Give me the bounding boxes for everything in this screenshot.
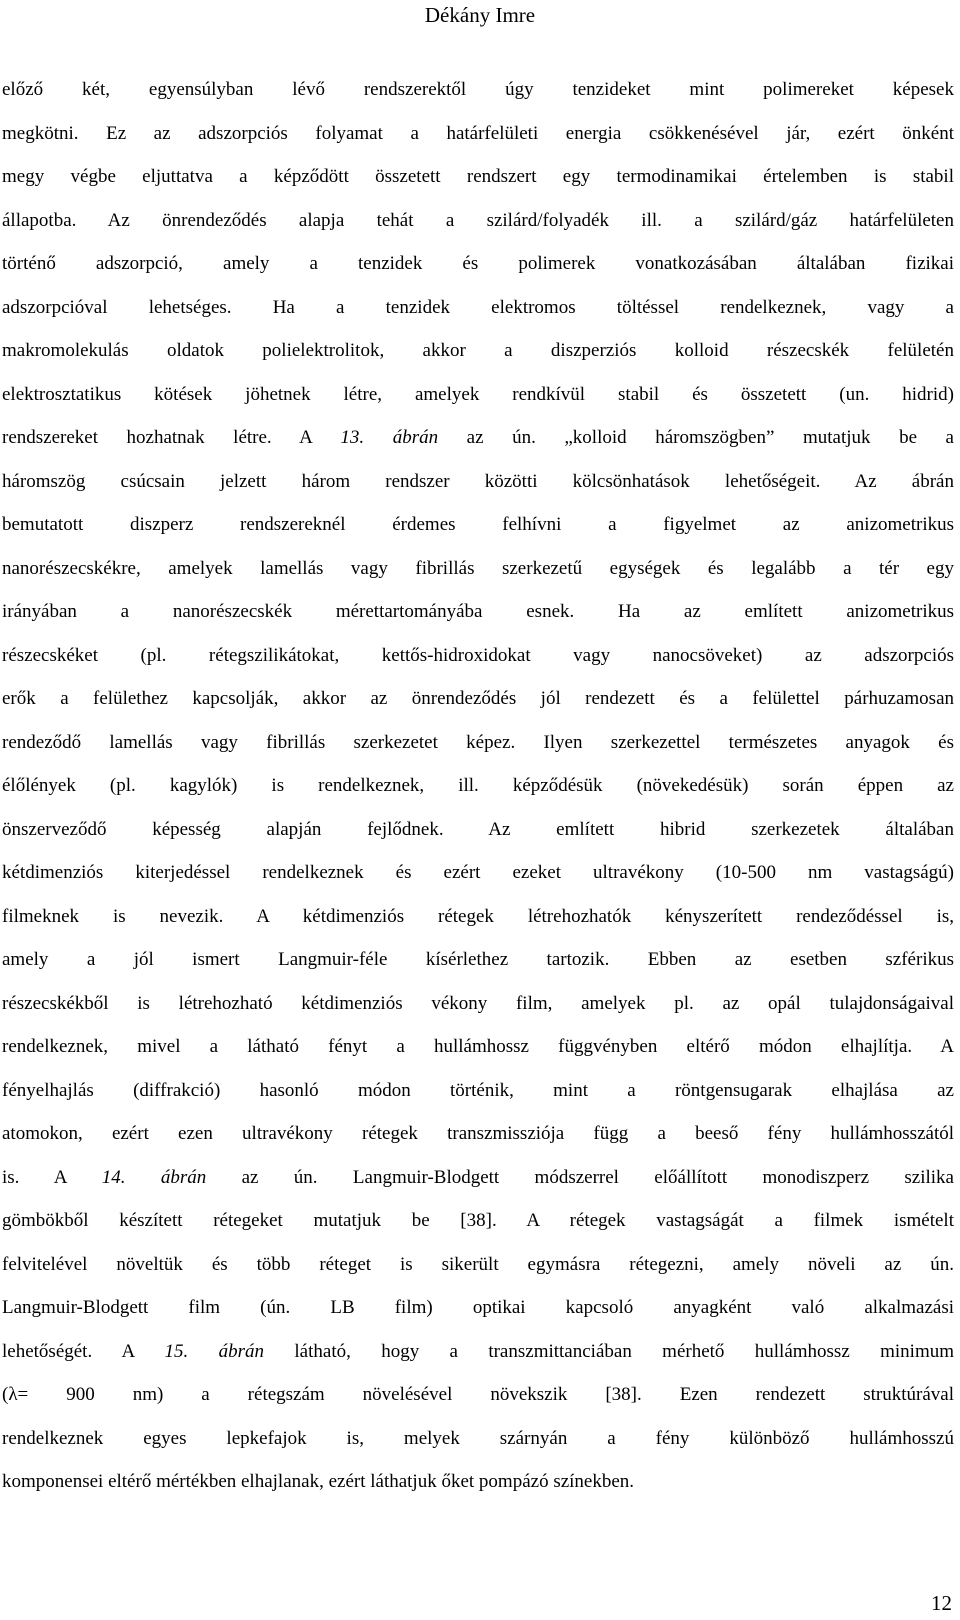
text-line: Langmuir-Blodgett film (ún. LB film) optikai kapcsoló anyagként való alkalmazási <box>2 1297 954 1318</box>
text-line: filmeknek is nevezik. A kétdimenziós rétegek létrehozhatók kényszerített rendeződéssel is, <box>2 905 954 927</box>
text-line: rendszereket hozhatnak létre. A 13. ábrán az ún. „kolloid háromszögben” mutatjuk be a <box>2 427 954 448</box>
text-line: erők a felülethez kapcsolják, akkor az önrendeződés jól rendezett és a felülettel párhuzamosan <box>2 688 954 709</box>
text-line: gömbökből készített rétegeket mutatjuk be [38]. A rétegek vastagságát a filmek ismételt <box>2 1210 954 1231</box>
text-line: elektrosztatikus kötések jöhetnek létre, amelyek rendkívül stabil és összetett (un. hidrid) <box>2 383 954 405</box>
text-line: részecskéket (pl. rétegszilikátokat, kettős-hidroxidokat vagy nanocsöveket) az adszorpciós <box>2 644 954 666</box>
body-paragraph <box>2 68 954 1504</box>
text-line: történő adszorpció, amely a tenzidek és polimerek vonatkozásában általában fizikai <box>2 253 954 274</box>
text-line: rendelkeznek, mivel a látható fényt a hullámhossz függvényben eltérő módon elhajlítja. A <box>2 1036 954 1057</box>
text-line: adszorpcióval lehetséges. Ha a tenzidek elektromos töltéssel rendelkeznek, vagy a <box>2 296 954 318</box>
page-number: 12 <box>931 1591 952 1615</box>
text-line: fényelhajlás (diffrakció) hasonló módon történik, mint a röntgensugarak elhajlása az <box>2 1079 954 1101</box>
text-line: rendeződő lamellás vagy fibrillás szerkezetet képez. Ilyen szerkezettel természetes anyagok és <box>2 731 954 753</box>
text-line: megkötni. Ez az adszorpciós folyamat a határfelületi energia csökkenésével jár, ezért önként <box>2 122 954 144</box>
text-line: kétdimenziós kiterjedéssel rendelkeznek és ezért ezeket ultravékony (10-500 nm vastagságú) <box>2 862 954 883</box>
text-line: makromolekulás oldatok polielektrolitok, akkor a diszperziós kolloid részecskék felületén <box>2 340 954 361</box>
text-line: részecskékből is létrehozható kétdimenziós vékony film, amelyek pl. az opál tulajdonságaival <box>2 992 954 1014</box>
text-line: atomokon, ezért ezen ultravékony rétegek transzmissziója függ a beeső fény hullámhosszától <box>2 1123 954 1144</box>
text-line: háromszög csúcsain jelzett három rendszer közötti kölcsönhatások lehetőségeit. Az ábrán <box>2 470 954 492</box>
text-line: megy végbe eljuttatva a képződött összetett rendszert egy termodinamikai értelemben is stabil <box>2 166 954 187</box>
page-header-author: Dékány Imre <box>424 3 536 27</box>
text-line: felvitelével növeltük és több réteget is sikerült egymásra rétegezni, amely növeli az ún. <box>2 1253 954 1275</box>
text-line: állapotba. Az önrendeződés alapja tehát a szilárd/folyadék ill. a szilárd/gáz határfelületen <box>2 209 954 231</box>
text-line: élőlények (pl. kagylók) is rendelkeznek, ill. képződésük (növekedésük) során éppen az <box>2 775 954 796</box>
text-line: előző két, egyensúlyban lévő rendszerektől úgy tenzideket mint polimereket képesek <box>2 79 954 100</box>
text-line: lehetőségét. A 15. ábrán látható, hogy a transzmittanciában mérhető hullámhossz minimum <box>2 1340 955 1362</box>
text-line: komponensei eltérő mértékben elhajlanak, ezért láthatjuk őket pompázó színekben. <box>2 1471 635 1492</box>
text-line: önszerveződő képesség alapján fejlődnek. Az említett hibrid szerkezetek általában <box>2 818 954 840</box>
text-line: irányában a nanorészecskék mérettartományába esnek. Ha az említett anizometrikus <box>2 601 954 622</box>
text-line: nanorészecskékre, amelyek lamellás vagy fibrillás szerkezetű egységek és legalább a tér egy <box>2 557 954 579</box>
text-line: is. A 14. ábrán az ún. Langmuir-Blodgett módszerrel előállított monodiszperz szilika <box>2 1166 954 1188</box>
text-line: (λ= 900 nm) a rétegszám növelésével növekszik [38]. Ezen rendezett struktúrával <box>2 1384 954 1405</box>
text-line: amely a jól ismert Langmuir-féle kísérlethez tartozik. Ebben az esetben szférikus <box>2 949 954 970</box>
text-line: rendelkeznek egyes lepkefajok is, melyek szárnyán a fény különböző hullámhosszú <box>2 1427 954 1449</box>
text-line: bemutatott diszperz rendszereknél érdemes felhívni a figyelmet az anizometrikus <box>2 514 954 535</box>
